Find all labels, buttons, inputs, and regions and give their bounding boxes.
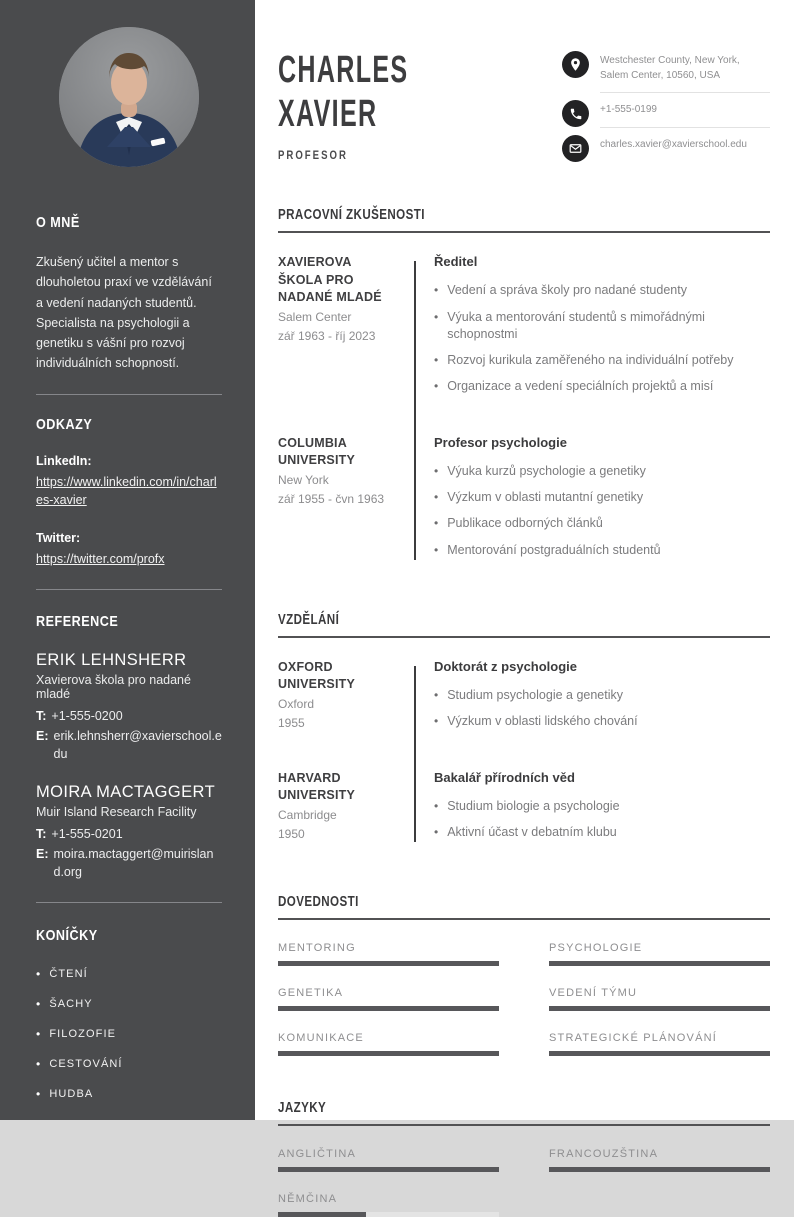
skill-label: GENETIKA — [278, 987, 344, 1000]
entry-bullet — [434, 489, 770, 506]
phone-icon — [562, 100, 589, 127]
hobby-label: ŠACHY — [49, 997, 93, 1010]
bullet-icon: • — [434, 283, 439, 298]
bullet-icon: • — [36, 1086, 42, 1101]
header — [278, 40, 770, 162]
bullet-text: Aktivní účast v debatním klubu — [447, 825, 617, 840]
reference-phone: +1-555-0200 — [51, 708, 123, 723]
timeline-cell — [396, 435, 434, 453]
skill-item — [549, 987, 770, 1011]
education-entry — [278, 659, 770, 740]
hobby-item — [36, 1027, 222, 1041]
skill-bar-fill — [278, 1051, 499, 1056]
entry-bullet — [434, 282, 770, 299]
references-section — [36, 613, 222, 903]
skill-bar-track — [549, 1051, 770, 1056]
skill-item — [549, 1032, 770, 1056]
entry-location: Oxford — [278, 696, 315, 711]
entry-bullet — [434, 824, 770, 841]
contact-row-phone — [562, 100, 770, 128]
contact-phone: +1-555-0199 — [600, 100, 770, 128]
entry-detail — [434, 435, 770, 568]
job-title: PROFESOR — [278, 148, 348, 163]
contact-block — [562, 40, 770, 162]
skill-bar-fill — [278, 961, 499, 966]
references-heading: REFERENCE — [36, 612, 119, 630]
sidebar-divider — [36, 589, 222, 590]
skill-label: PSYCHOLOGIE — [549, 942, 643, 955]
bullet-text: Výuka a mentorování studentů s mimořádnými schopnostmi — [447, 309, 705, 341]
language-bar-fill — [549, 1167, 770, 1172]
skill-bar-fill — [278, 1006, 499, 1011]
skill-bar-fill — [549, 1051, 770, 1056]
bullet-icon: • — [434, 463, 439, 478]
section-rule — [278, 918, 770, 920]
entry-bullet — [434, 542, 770, 559]
experience-section — [278, 206, 770, 568]
bullet-text: Studium psychologie a genetiky — [447, 688, 624, 703]
entry-bullet-list — [434, 463, 770, 559]
reference-name: ERIK LEHNSHERR — [36, 650, 187, 669]
links-heading: ODKAZY — [36, 415, 93, 433]
phone-prefix: T: — [36, 827, 47, 842]
timeline-cell — [396, 254, 434, 272]
language-item — [278, 1148, 499, 1172]
bullet-text: Výzkum v oblasti lidského chování — [447, 714, 638, 729]
name-block — [278, 40, 562, 162]
about-section — [36, 214, 222, 395]
bullet-icon: • — [36, 966, 42, 981]
language-item — [549, 1148, 770, 1172]
links-section — [36, 416, 222, 590]
links-list — [36, 452, 222, 569]
contact-address: Westchester County, New York, Salem Center, 10560, USA — [600, 51, 770, 93]
entry-bullet-list — [434, 687, 770, 731]
reference-email[interactable]: erik.lehnsherr@xavierschool.edu — [53, 728, 222, 761]
entry-detail — [434, 770, 770, 851]
email-prefix: E: — [36, 728, 49, 743]
skill-item — [278, 987, 499, 1011]
reference-org: Xavierova škola pro nadané mladé — [36, 672, 191, 701]
contact-row-address — [562, 51, 770, 93]
language-item — [278, 1193, 499, 1217]
entry-org: COLUMBIA UNIVERSITY — [278, 435, 356, 468]
reference-email-row — [36, 727, 222, 763]
entry-detail — [434, 254, 770, 405]
bullet-icon: • — [434, 714, 439, 729]
reference-name: MOIRA MACTAGGERT — [36, 783, 216, 802]
skill-item — [278, 942, 499, 966]
link-label: Twitter: — [36, 531, 81, 545]
skills-grid — [278, 942, 770, 1056]
entry-location: Cambridge — [278, 807, 337, 822]
skill-bar-track — [549, 1006, 770, 1011]
skill-item — [278, 1032, 499, 1056]
reference-phone: +1-555-0201 — [51, 827, 123, 842]
experience-entry — [278, 435, 770, 568]
language-bar-track — [278, 1212, 499, 1217]
reference-item — [36, 783, 222, 881]
hobbies-list — [36, 967, 222, 1101]
languages-section — [278, 1099, 770, 1217]
language-label: NĚMČINA — [278, 1193, 338, 1206]
skill-bar-track — [278, 1006, 499, 1011]
section-rule — [278, 1124, 770, 1126]
bullet-icon: • — [36, 996, 42, 1011]
section-rule — [278, 636, 770, 638]
skill-label: KOMUNIKACE — [278, 1032, 364, 1045]
entry-bullet — [434, 515, 770, 532]
references-list — [36, 651, 222, 882]
entry-bullet — [434, 352, 770, 369]
entry-title: Doktorát z psychologie — [434, 658, 578, 674]
entry-org-block — [278, 770, 396, 843]
entry-title: Profesor psychologie — [434, 434, 567, 450]
entry-dates: zář 1955 - čvn 1963 — [278, 491, 385, 506]
sidebar-divider — [36, 902, 222, 903]
first-name: CHARLES — [278, 49, 409, 91]
skill-label: STRATEGICKÉ PLÁNOVÁNÍ — [549, 1032, 718, 1045]
language-label: ANGLIČTINA — [278, 1148, 357, 1161]
link-label: LinkedIn: — [36, 453, 92, 468]
skill-bar-fill — [549, 961, 770, 966]
skill-bar-track — [278, 961, 499, 966]
bullet-icon: • — [434, 798, 439, 813]
bullet-icon: • — [434, 516, 439, 531]
contact-email: charles.xavier@xavierschool.edu — [600, 138, 747, 150]
entry-location: Salem Center — [278, 309, 352, 324]
language-bar-fill — [278, 1167, 499, 1172]
hobby-item — [36, 997, 222, 1011]
reference-phone-row — [36, 707, 222, 725]
reference-email[interactable]: moira.mactaggert@muirisland.org — [53, 847, 214, 880]
skills-section — [278, 893, 770, 1056]
reference-item — [36, 651, 222, 763]
section-rule — [278, 231, 770, 233]
entry-detail — [434, 659, 770, 740]
hobby-label: ČTENÍ — [49, 967, 88, 980]
bullet-text: Vedení a správa školy pro nadané studenty — [447, 283, 687, 298]
phone-prefix: T: — [36, 708, 47, 723]
entry-org-block — [278, 254, 396, 345]
link-item — [36, 452, 222, 511]
skill-bar-track — [278, 1051, 499, 1056]
bullet-text: Mentorování postgraduálních studentů — [447, 542, 661, 557]
hobby-item — [36, 967, 222, 981]
location-icon — [562, 51, 589, 78]
entry-org-block — [278, 435, 396, 508]
entry-title: Bakalář přírodních věd — [434, 769, 575, 785]
bullet-icon: • — [36, 1056, 42, 1071]
entry-title: Ředitel — [434, 254, 478, 270]
email-prefix: E: — [36, 847, 49, 862]
entry-org-block — [278, 659, 396, 732]
profile-photo — [59, 27, 199, 167]
hobby-item — [36, 1057, 222, 1071]
link-url[interactable]: https://www.linkedin.com/in/charles-xavier — [36, 474, 217, 508]
skill-label: VEDENÍ TÝMU — [549, 987, 638, 1000]
entry-org: HARVARD UNIVERSITY — [278, 770, 356, 803]
language-bar-track — [549, 1167, 770, 1172]
education-section — [278, 611, 770, 851]
entry-bullet — [434, 378, 770, 395]
language-bar-track — [278, 1167, 499, 1172]
education-heading: VZDĚLÁNÍ — [278, 611, 340, 628]
education-entries — [278, 659, 770, 851]
skills-heading: DOVEDNOSTI — [278, 894, 359, 911]
language-bar-fill — [278, 1212, 366, 1217]
entry-bullet-list — [434, 282, 770, 395]
entry-dates: zář 1963 - říj 2023 — [278, 328, 376, 343]
bullet-text: Organizace a vedení speciálních projektů a misí — [447, 379, 714, 394]
mail-icon — [562, 135, 589, 162]
about-heading: O MNĚ — [36, 214, 80, 231]
language-label: FRANCOUZŠTINA — [549, 1148, 659, 1161]
hobby-item — [36, 1087, 222, 1101]
bullet-icon: • — [434, 542, 439, 557]
entry-bullet — [434, 463, 770, 480]
hobby-label: FILOZOFIE — [49, 1027, 117, 1040]
sidebar — [0, 0, 255, 1120]
portrait-image — [59, 27, 199, 167]
bullet-text: Publikace odborných článků — [447, 516, 603, 531]
bullet-icon: • — [434, 309, 439, 324]
sidebar-divider — [36, 394, 222, 395]
bullet-icon: • — [434, 353, 439, 368]
reference-email-row — [36, 845, 222, 881]
entry-org: XAVIEROVA ŠKOLA PRO NADANÉ MLADÉ — [278, 255, 382, 305]
bullet-text: Výzkum v oblasti mutantní genetiky — [447, 490, 644, 505]
entry-dates: 1950 — [278, 826, 305, 841]
last-name: XAVIER — [278, 93, 378, 136]
bullet-icon: • — [434, 688, 439, 703]
entry-org: OXFORD UNIVERSITY — [278, 659, 356, 692]
entry-bullet-list — [434, 798, 770, 842]
bullet-text: Výuka kurzů psychologie a genetiky — [447, 463, 646, 478]
entry-bullet — [434, 687, 770, 704]
link-item — [36, 529, 222, 569]
languages-heading: JAZYKY — [278, 1100, 327, 1117]
experience-entry — [278, 254, 770, 405]
bullet-icon: • — [434, 379, 439, 394]
entry-bullet — [434, 798, 770, 815]
timeline-cell — [396, 770, 434, 788]
education-entry — [278, 770, 770, 851]
hobbies-section — [36, 927, 222, 1101]
contact-row-email — [562, 135, 770, 162]
bullet-icon: • — [434, 490, 439, 505]
languages-grid — [278, 1148, 770, 1217]
skill-bar-track — [549, 961, 770, 966]
reference-org: Muir Island Research Facility — [36, 805, 197, 820]
hobby-label: HUDBA — [49, 1087, 94, 1100]
main-content — [255, 0, 794, 1206]
timeline-cell — [396, 659, 434, 677]
link-url[interactable]: https://twitter.com/profx — [36, 552, 165, 566]
experience-entries — [278, 254, 770, 568]
about-text: Zkušený učitel a mentor s dlouholetou praxí ve vzdělávání a vedení nadaných studentů. Specialista na psychologii a genetiku s vášní pro rozvoj individuálních schopností. — [36, 255, 212, 371]
hobbies-heading: KONÍČKY — [36, 926, 98, 944]
entry-dates: 1955 — [278, 715, 305, 730]
bullet-text: Studium biologie a psychologie — [447, 798, 620, 813]
reference-phone-row — [36, 825, 222, 843]
bullet-icon: • — [36, 1026, 42, 1041]
entry-location: New York — [278, 472, 329, 487]
skill-bar-fill — [549, 1006, 770, 1011]
skill-item — [549, 942, 770, 966]
experience-heading: PRACOVNÍ ZKUŠENOSTI — [278, 207, 425, 224]
hobby-label: CESTOVÁNÍ — [49, 1057, 123, 1070]
bullet-text: Rozvoj kurikula zaměřeného na individuální potřeby — [447, 353, 734, 368]
entry-bullet — [434, 309, 770, 344]
skill-label: MENTORING — [278, 942, 356, 955]
bullet-icon: • — [434, 825, 439, 840]
entry-bullet — [434, 713, 770, 730]
